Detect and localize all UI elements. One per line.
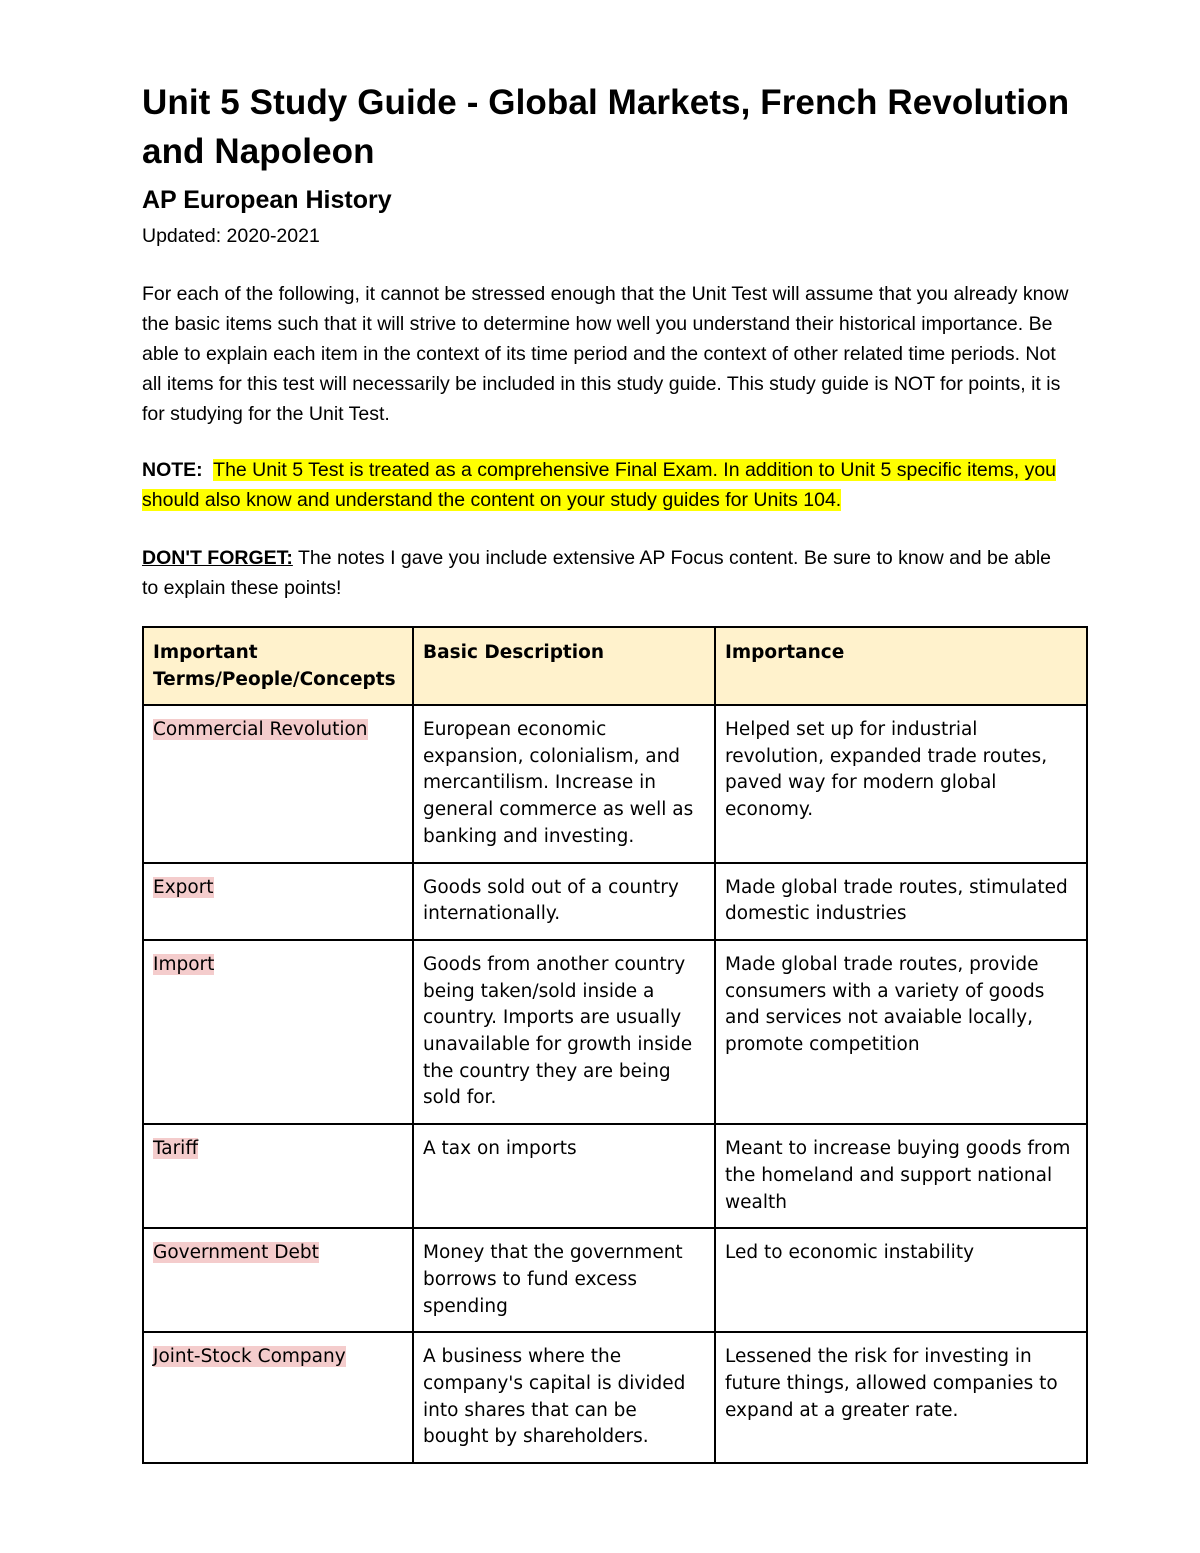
- note-label: NOTE:: [142, 459, 203, 481]
- description-cell: A tax on imports: [413, 1124, 715, 1228]
- description-cell: European economic expansion, colonialism, and mercantilism. Increase in general commerce as well as banking and investing.: [413, 705, 715, 863]
- term-label: Tariff: [153, 1138, 199, 1160]
- dont-forget-label: DON'T FORGET:: [142, 547, 293, 569]
- importance-cell: Lessened the risk for investing in future things, allowed companies to expand at a greater rate.: [715, 1332, 1087, 1463]
- table-row: [143, 1332, 1087, 1463]
- table-row: [143, 705, 1087, 863]
- description-cell: Goods sold out of a country internationally.: [413, 863, 715, 940]
- term-cell: [143, 1124, 413, 1228]
- term-label: Government Debt: [153, 1242, 319, 1264]
- term-cell: [143, 1332, 413, 1463]
- term-cell: [143, 1228, 413, 1332]
- term-label: Import: [153, 953, 215, 975]
- course-subtitle: AP European History: [142, 186, 392, 214]
- term-label: Joint-Stock Company: [153, 1346, 346, 1368]
- term-label: Commercial Revolution: [153, 719, 368, 740]
- header-description: Basic Description: [413, 627, 715, 705]
- table-row: [143, 1228, 1087, 1332]
- intro-paragraph: For each of the following, it cannot be stressed enough that the Unit Test will assume that you already know the basic items such that it will strive to determine how well you understand their historical importance. Be able to explain each item in the context of its time period and the context of other related time periods. Not all items for this test will necessarily be included in this study guide. This study guide is NOT for points, it is for studying for the Unit Test.: [142, 283, 1069, 425]
- description-cell: Goods from another country being taken/sold inside a country. Imports are usually unavailable for growth inside the country they are being sold for.: [413, 940, 715, 1124]
- note-paragraph: [142, 455, 1082, 515]
- importance-cell: Made global trade routes, provide consumers with a variety of goods and services not avaiable locally, promote competition: [715, 940, 1087, 1124]
- term-cell: [143, 940, 413, 1124]
- importance-cell: Led to economic instability: [715, 1228, 1087, 1332]
- study-guide-table: [142, 626, 1088, 1464]
- table-row: [143, 863, 1087, 940]
- dont-forget-text: The notes I gave you include extensive AP Focus content. Be sure to know and be able to explain these points!: [142, 547, 1051, 599]
- table-row: [143, 1124, 1087, 1228]
- header-importance: Importance: [715, 627, 1087, 705]
- table-row: [143, 940, 1087, 1124]
- updated-date: Updated: 2020-2021: [142, 225, 320, 247]
- importance-cell: Meant to increase buying goods from the homeland and support national wealth: [715, 1124, 1087, 1228]
- term-label: Export: [153, 876, 214, 898]
- header-terms: Important Terms/People/Concepts: [143, 627, 413, 705]
- note-highlighted-text: The Unit 5 Test is treated as a comprehensive Final Exam. In addition to Unit 5 specific items, you should also know and understand the content on your study guides for Units 104.: [142, 459, 1057, 511]
- importance-cell: Helped set up for industrial revolution, expanded trade routes, paved way for modern global economy.: [715, 705, 1087, 863]
- term-cell: [143, 705, 413, 863]
- page-title: Unit 5 Study Guide - Global Markets, French Revolution and Napoleon: [142, 83, 1070, 171]
- document-page: [142, 78, 1088, 603]
- importance-cell: Made global trade routes, stimulated domestic industries: [715, 863, 1087, 940]
- term-cell: [143, 863, 413, 940]
- description-cell: A business where the company's capital is divided into shares that can be bought by shareholders.: [413, 1332, 715, 1463]
- description-cell: Money that the government borrows to fund excess spending: [413, 1228, 715, 1332]
- dont-forget-paragraph: [142, 543, 1072, 603]
- table-header-row: [143, 627, 1087, 705]
